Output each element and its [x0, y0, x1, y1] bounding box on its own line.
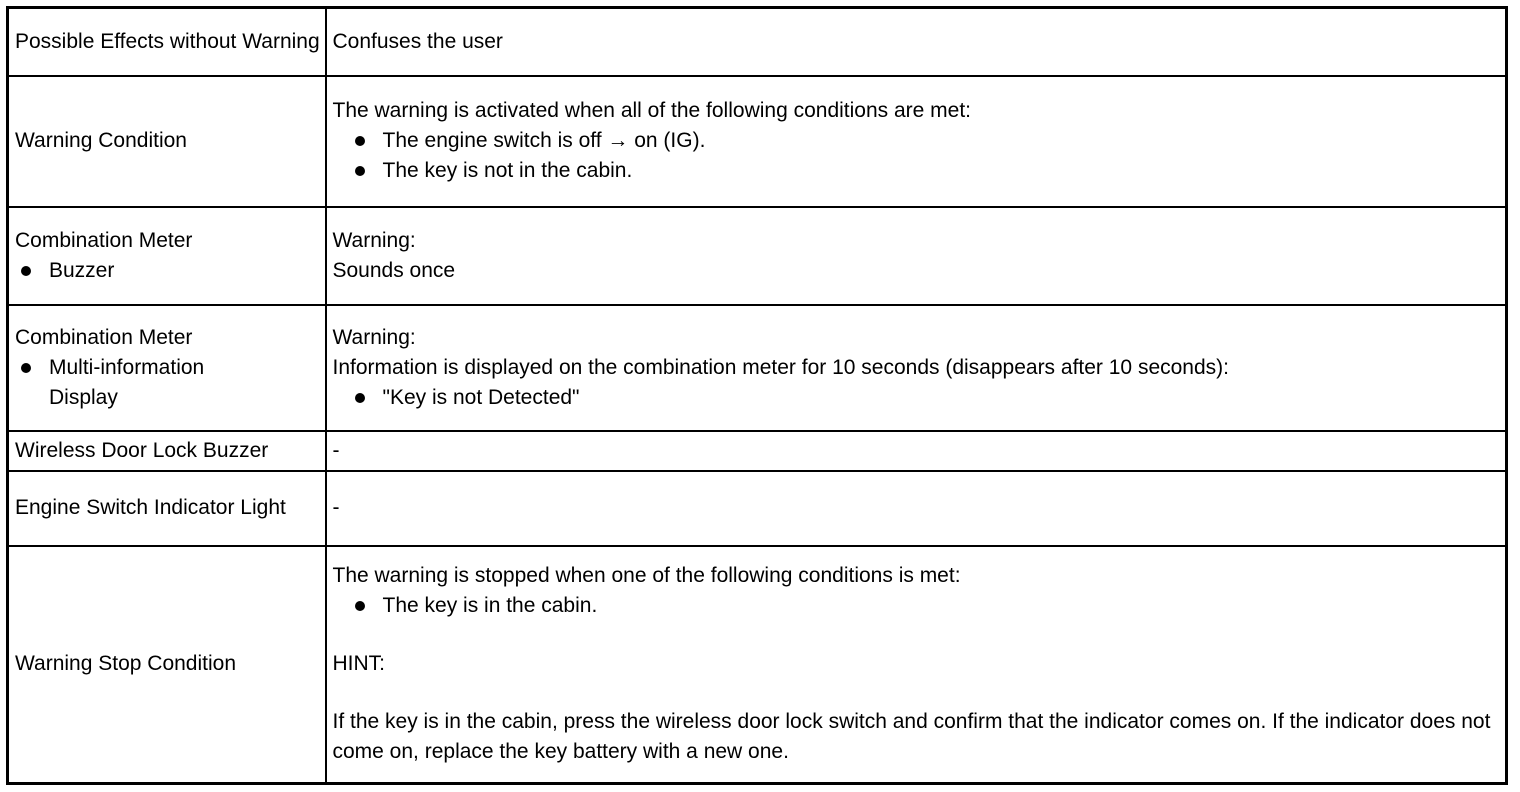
list-item: The engine switch is off → on (IG).	[349, 126, 1502, 156]
warning-spec-table	[6, 6, 1508, 785]
table-row	[8, 8, 1507, 76]
row-label	[8, 305, 326, 431]
warning-text: Sounds once	[332, 258, 456, 282]
hint-label: HINT:	[332, 652, 385, 676]
stop-list	[333, 591, 1502, 621]
list-item: Buzzer	[15, 256, 321, 286]
row-label: Warning Condition	[8, 76, 326, 207]
table-row	[8, 431, 1507, 471]
row-value	[326, 305, 1507, 431]
row-label: Engine Switch Indicator Light	[8, 471, 326, 546]
list-item: "Key is not Detected"	[349, 383, 1502, 413]
row-label: Possible Effects without Warning	[8, 8, 326, 76]
row-value: Confuses the user	[326, 8, 1507, 76]
warning-label: Warning:	[332, 228, 416, 252]
table-row	[8, 207, 1507, 305]
list-item: The key is not in the cabin.	[349, 156, 1502, 186]
list-item: Multi-information Display	[15, 353, 265, 413]
table-row	[8, 471, 1507, 546]
table-row	[8, 76, 1507, 207]
row-label-title: Combination Meter	[15, 325, 193, 349]
row-label-title: Combination Meter	[15, 228, 193, 252]
stop-intro: The warning is stopped when one of the following conditions is met:	[332, 564, 961, 588]
condition-list	[333, 126, 1502, 186]
row-value	[326, 76, 1507, 207]
message-list	[333, 383, 1502, 413]
table-row	[8, 305, 1507, 431]
row-value	[326, 207, 1507, 305]
row-value: -	[326, 471, 1507, 546]
condition-intro: The warning is activated when all of the following conditions are met:	[332, 99, 972, 122]
row-label-list	[15, 256, 321, 286]
list-item: The key is in the cabin.	[349, 591, 1502, 621]
row-label: Wireless Door Lock Buzzer	[8, 431, 326, 471]
row-label: Warning Stop Condition	[8, 546, 326, 784]
table-row	[8, 546, 1507, 784]
row-label	[8, 207, 326, 305]
row-label-list	[15, 353, 265, 413]
hint-text: If the key is in the cabin, press the wireless door lock switch and confirm that the indicator comes on. If the indicator does not come on, replace the key battery with a new one.	[332, 710, 1491, 764]
row-value	[326, 546, 1507, 784]
warning-text: Information is displayed on the combination meter for 10 seconds (disappears after 10 seconds):	[332, 355, 1229, 379]
warning-label: Warning:	[332, 325, 416, 349]
row-value: -	[326, 431, 1507, 471]
